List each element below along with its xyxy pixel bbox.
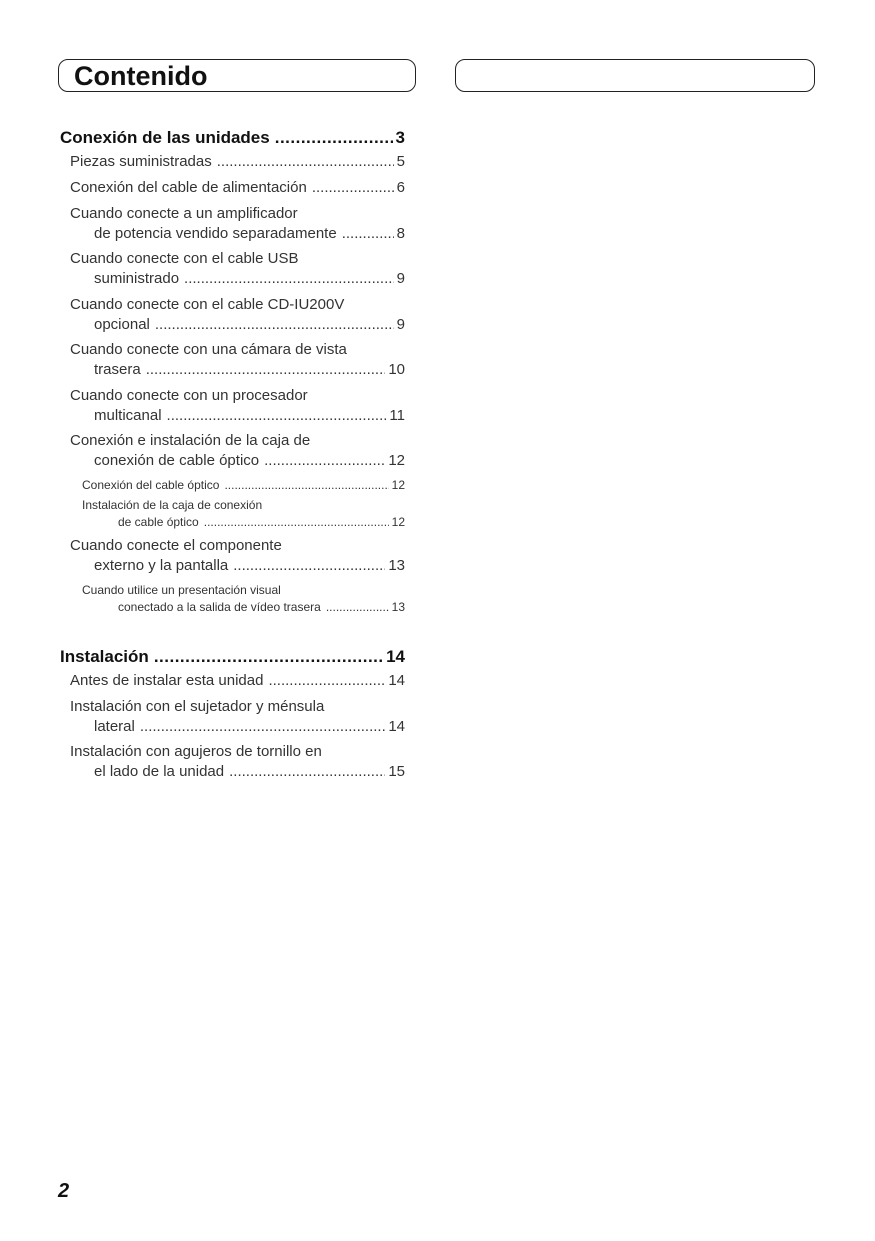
toc-page-number: 10: [388, 361, 405, 378]
toc-section-conexion[interactable]: [60, 127, 405, 149]
toc-item-sujetador[interactable]: [70, 697, 405, 737]
toc-page-number: 6: [396, 179, 405, 196]
toc-page-number: 14: [386, 647, 405, 666]
toc-section-instalacion[interactable]: [60, 646, 405, 668]
toc-item-text: Cuando conecte con el cable CD-IU200V: [70, 296, 345, 313]
toc-page-number: 14: [388, 672, 405, 689]
toc-item-antes-instalar[interactable]: [70, 671, 405, 691]
toc-item-text: Instalación con el sujetador y ménsula: [70, 698, 325, 715]
toc-item-text: el lado de la unidad: [94, 763, 225, 780]
toc-item-text: de cable óptico: [118, 515, 199, 529]
toc-item-text: trasera: [94, 361, 141, 378]
toc-item-componente-externo[interactable]: [70, 536, 405, 576]
toc-subitem-presentacion-visual[interactable]: [82, 582, 405, 616]
toc-item-text: Instalación con agujeros de tornillo en: [70, 743, 322, 760]
toc-item-text: suministrado: [94, 270, 180, 287]
toc-item-caja-conexion[interactable]: [70, 431, 405, 471]
toc-page-number: 14: [388, 718, 405, 735]
toc-item-text: externo y la pantalla: [94, 557, 229, 574]
toc-item-text: de potencia vendido separadamente: [94, 225, 337, 242]
toc-item-agujeros-tornillo[interactable]: [70, 742, 405, 782]
toc-page-number: 12: [391, 515, 405, 529]
toc-item-text: multicanal: [94, 407, 162, 424]
toc-item-camara[interactable]: [70, 340, 405, 380]
toc-page-number: 13: [391, 600, 405, 614]
toc-item-text: Cuando conecte a un amplificador: [70, 205, 298, 222]
toc-item-text: opcional: [94, 316, 150, 333]
toc-item-text: conexión de cable óptico: [94, 452, 260, 469]
toc-item-text: Conexión e instalación de la caja de: [70, 432, 311, 449]
toc-item-piezas[interactable]: [70, 152, 405, 172]
toc-item-cable-usb[interactable]: [70, 249, 405, 289]
toc-item-text: Conexión del cable óptico: [82, 478, 220, 492]
toc-item-text: Piezas suministradas: [70, 153, 212, 170]
toc-page-number: 15: [388, 763, 405, 780]
toc-item-text: Cuando conecte el componente: [70, 537, 282, 554]
toc-item-cable-cd-iu200v[interactable]: [70, 295, 405, 335]
toc-item-cable-alimentacion[interactable]: [70, 178, 405, 198]
page-number: 2: [58, 1180, 70, 1202]
toc-item-text: conectado a la salida de vídeo trasera: [118, 600, 321, 614]
toc-item-text: Instalación de la caja de conexión: [82, 498, 263, 512]
toc-item-amplificador[interactable]: [70, 204, 405, 244]
toc-page-number: 5: [396, 153, 405, 170]
toc-item-text: lateral: [94, 718, 135, 735]
toc-subitem-instalacion-caja[interactable]: [82, 497, 405, 531]
toc-page-number: 12: [391, 478, 405, 492]
toc-item-text: Cuando conecte con el cable USB: [70, 250, 299, 267]
toc-item-text: Cuando conecte con una cámara de vista: [70, 341, 347, 358]
toc-page-number: 9: [396, 270, 405, 287]
toc-item-procesador[interactable]: [70, 386, 405, 426]
toc-page-number: 13: [388, 557, 405, 574]
toc-page-number: 11: [389, 407, 405, 424]
toc-item-text: Conexión del cable de alimentación: [70, 179, 307, 196]
toc-item-text: Antes de instalar esta unidad: [70, 672, 264, 689]
toc-item-text: Cuando utilice un presentación visual: [82, 583, 281, 597]
toc-section-title: Conexión de las unidades: [60, 128, 270, 147]
page-title: Contenido: [74, 61, 208, 91]
toc-item-text: Cuando conecte con un procesador: [70, 387, 308, 404]
toc-subitem-cable-optico[interactable]: [82, 477, 405, 494]
toc-page-number: 8: [396, 225, 405, 242]
toc-page-number: 9: [396, 316, 405, 333]
toc-page-number: 3: [395, 128, 405, 147]
toc-page-number: 12: [388, 452, 405, 469]
toc-section-title: Instalación: [60, 647, 149, 666]
